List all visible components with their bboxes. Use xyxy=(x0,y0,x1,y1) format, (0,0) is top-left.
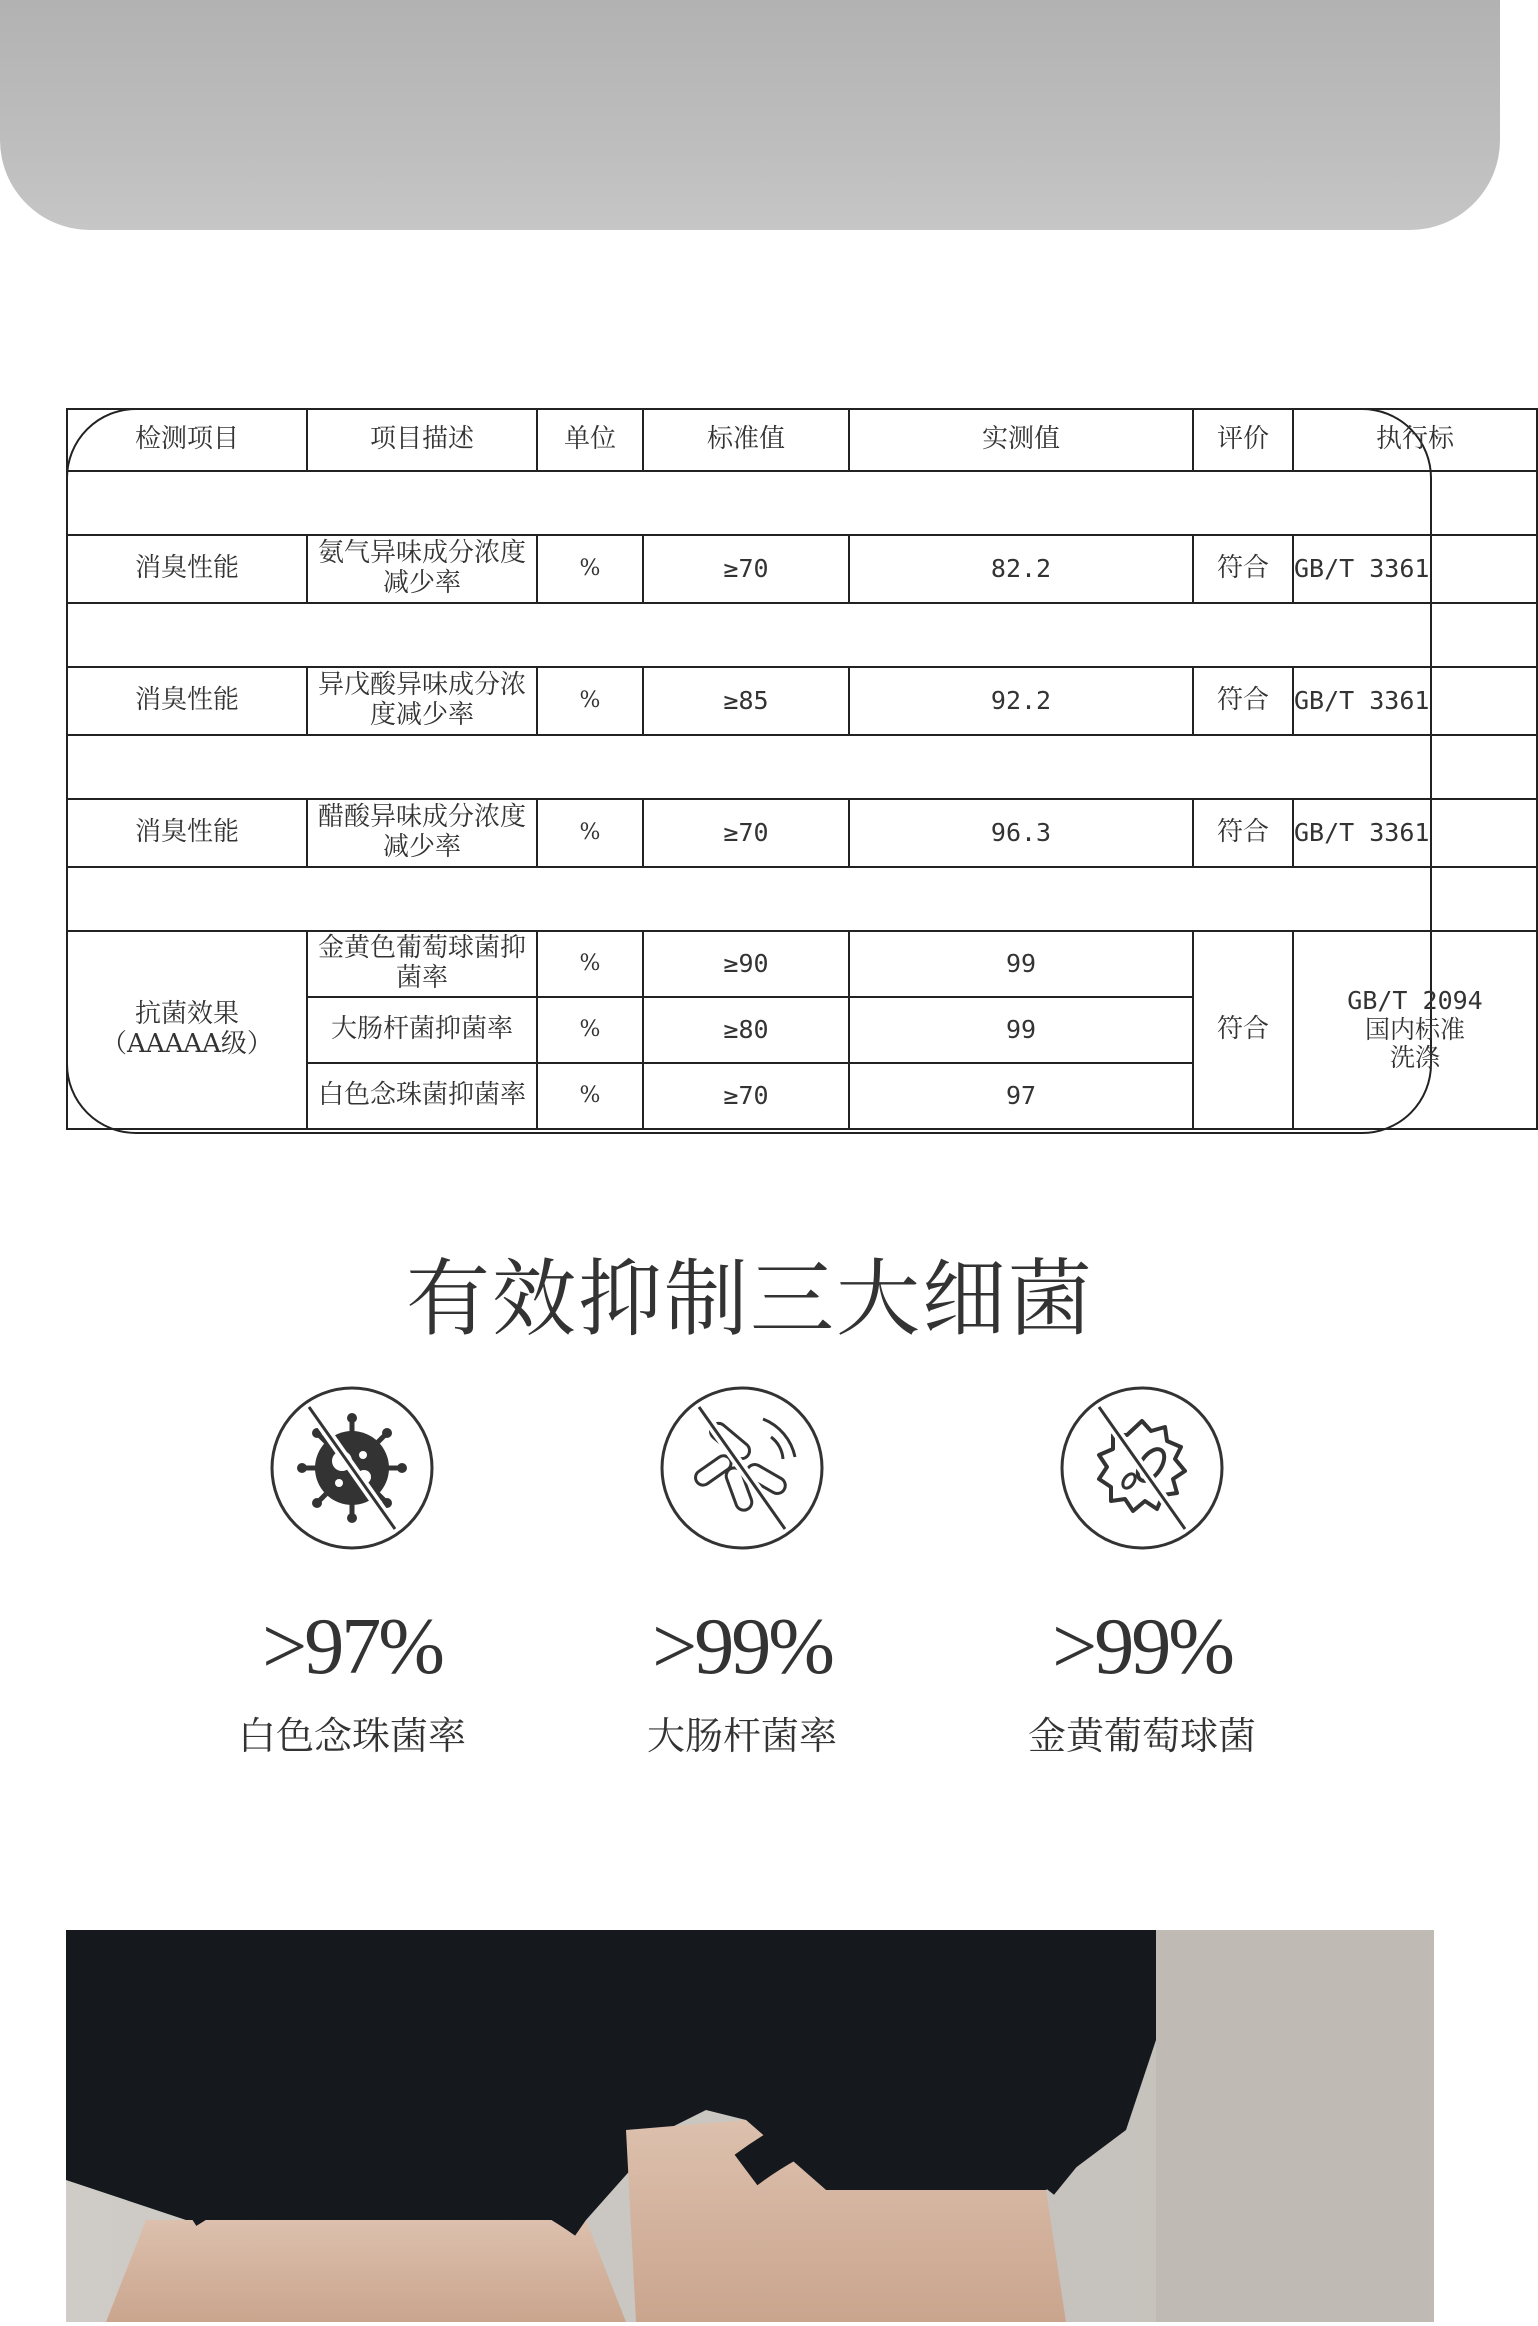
cell-desc: 氨气异味成分浓度减少率 xyxy=(307,535,537,603)
cell-measured: 82.2 xyxy=(849,535,1193,603)
cell-standard: ≥70 xyxy=(643,535,849,603)
header-desc: 项目描述 xyxy=(307,409,537,471)
cell-standard: ≥70 xyxy=(643,1063,849,1129)
table-spacer-row xyxy=(67,603,1537,667)
cell-evaluation: 符合 xyxy=(1193,931,1293,1129)
cell-item: 消臭性能 xyxy=(67,799,307,867)
cell-exec-standard xyxy=(1293,931,1537,1129)
cell-item: 消臭性能 xyxy=(67,667,307,735)
test-report-table-card xyxy=(66,408,1483,1134)
stat-item-candida xyxy=(142,1385,562,1760)
stat-value: >99% xyxy=(1052,1603,1232,1691)
table-row xyxy=(67,931,1537,997)
top-product-photo xyxy=(0,0,1500,230)
cell-evaluation: 符合 xyxy=(1193,535,1293,603)
section-title: 有效抑制三大细菌 xyxy=(405,1250,1094,1348)
table-row xyxy=(67,535,1537,603)
cell-exec-standard: GB/T 3361 xyxy=(1293,667,1537,735)
cell-evaluation: 符合 xyxy=(1193,799,1293,867)
cell-unit: % xyxy=(537,1063,643,1129)
stat-label: 白色念珠菌率 xyxy=(237,1714,466,1758)
stat-item-staphylococcus xyxy=(932,1385,1352,1760)
cell-desc: 异戊酸异味成分浓度减少率 xyxy=(307,667,537,735)
table-spacer-row xyxy=(67,735,1537,799)
table-row xyxy=(67,667,1537,735)
exec-line: 国内标准 xyxy=(1364,1014,1465,1044)
cell-standard: ≥80 xyxy=(643,997,849,1063)
table-spacer-row xyxy=(67,867,1537,931)
cell-unit: % xyxy=(537,997,643,1063)
test-report-table xyxy=(66,408,1538,1130)
stat-value: >99% xyxy=(652,1603,832,1691)
cell-item-antibacterial xyxy=(67,931,307,1129)
header-unit: 单位 xyxy=(537,409,643,471)
stat-label: 大肠杆菌率 xyxy=(646,1714,837,1758)
shorts-photo-illustration xyxy=(66,1930,1434,2322)
cell-measured: 92.2 xyxy=(849,667,1193,735)
cell-measured: 96.3 xyxy=(849,799,1193,867)
cell-measured: 99 xyxy=(849,931,1193,997)
cell-exec-standard: GB/T 3361 xyxy=(1293,799,1537,867)
cell-exec-standard: GB/T 3361 xyxy=(1293,535,1537,603)
header-measured: 实测值 xyxy=(849,409,1193,471)
cell-measured: 97 xyxy=(849,1063,1193,1129)
exec-line: GB/T 2094 xyxy=(1347,985,1483,1015)
cell-evaluation: 符合 xyxy=(1193,667,1293,735)
cell-standard: ≥90 xyxy=(643,931,849,997)
table-spacer-row xyxy=(67,471,1537,535)
cell-desc: 金黄色葡萄球菌抑菌率 xyxy=(307,931,537,997)
stat-item-ecoli xyxy=(532,1385,952,1760)
cell-unit: % xyxy=(537,931,643,997)
header-standard: 标准值 xyxy=(643,409,849,471)
header-evaluation: 评价 xyxy=(1193,409,1293,471)
cell-unit: % xyxy=(537,799,643,867)
no-bacillus-icon xyxy=(659,1385,825,1551)
bottom-product-photo xyxy=(66,1930,1434,2322)
header-exec-standard: 执行标 xyxy=(1293,409,1537,471)
cell-unit: % xyxy=(537,667,643,735)
no-virus-icon xyxy=(269,1385,435,1551)
exec-line: 洗涤 xyxy=(1389,1043,1440,1073)
header-item: 检测项目 xyxy=(67,409,307,471)
cell-standard: ≥70 xyxy=(643,799,849,867)
cell-item: 消臭性能 xyxy=(67,535,307,603)
cell-standard: ≥85 xyxy=(643,667,849,735)
table-header-row xyxy=(67,409,1537,471)
antibacterial-label: 抗菌效果 xyxy=(134,999,239,1030)
table-row xyxy=(67,799,1537,867)
cell-desc: 醋酸异味成分浓度减少率 xyxy=(307,799,537,867)
antibacterial-grade: （AAAAA级） xyxy=(101,1029,273,1059)
stat-value: >97% xyxy=(262,1603,442,1691)
stat-label: 金黄葡萄球菌 xyxy=(1027,1714,1256,1758)
cell-measured: 99 xyxy=(849,997,1193,1063)
cell-desc: 白色念珠菌抑菌率 xyxy=(307,1063,537,1129)
cell-unit: % xyxy=(537,535,643,603)
cell-desc: 大肠杆菌抑菌率 xyxy=(307,997,537,1063)
no-staphylococcus-icon xyxy=(1059,1385,1225,1551)
